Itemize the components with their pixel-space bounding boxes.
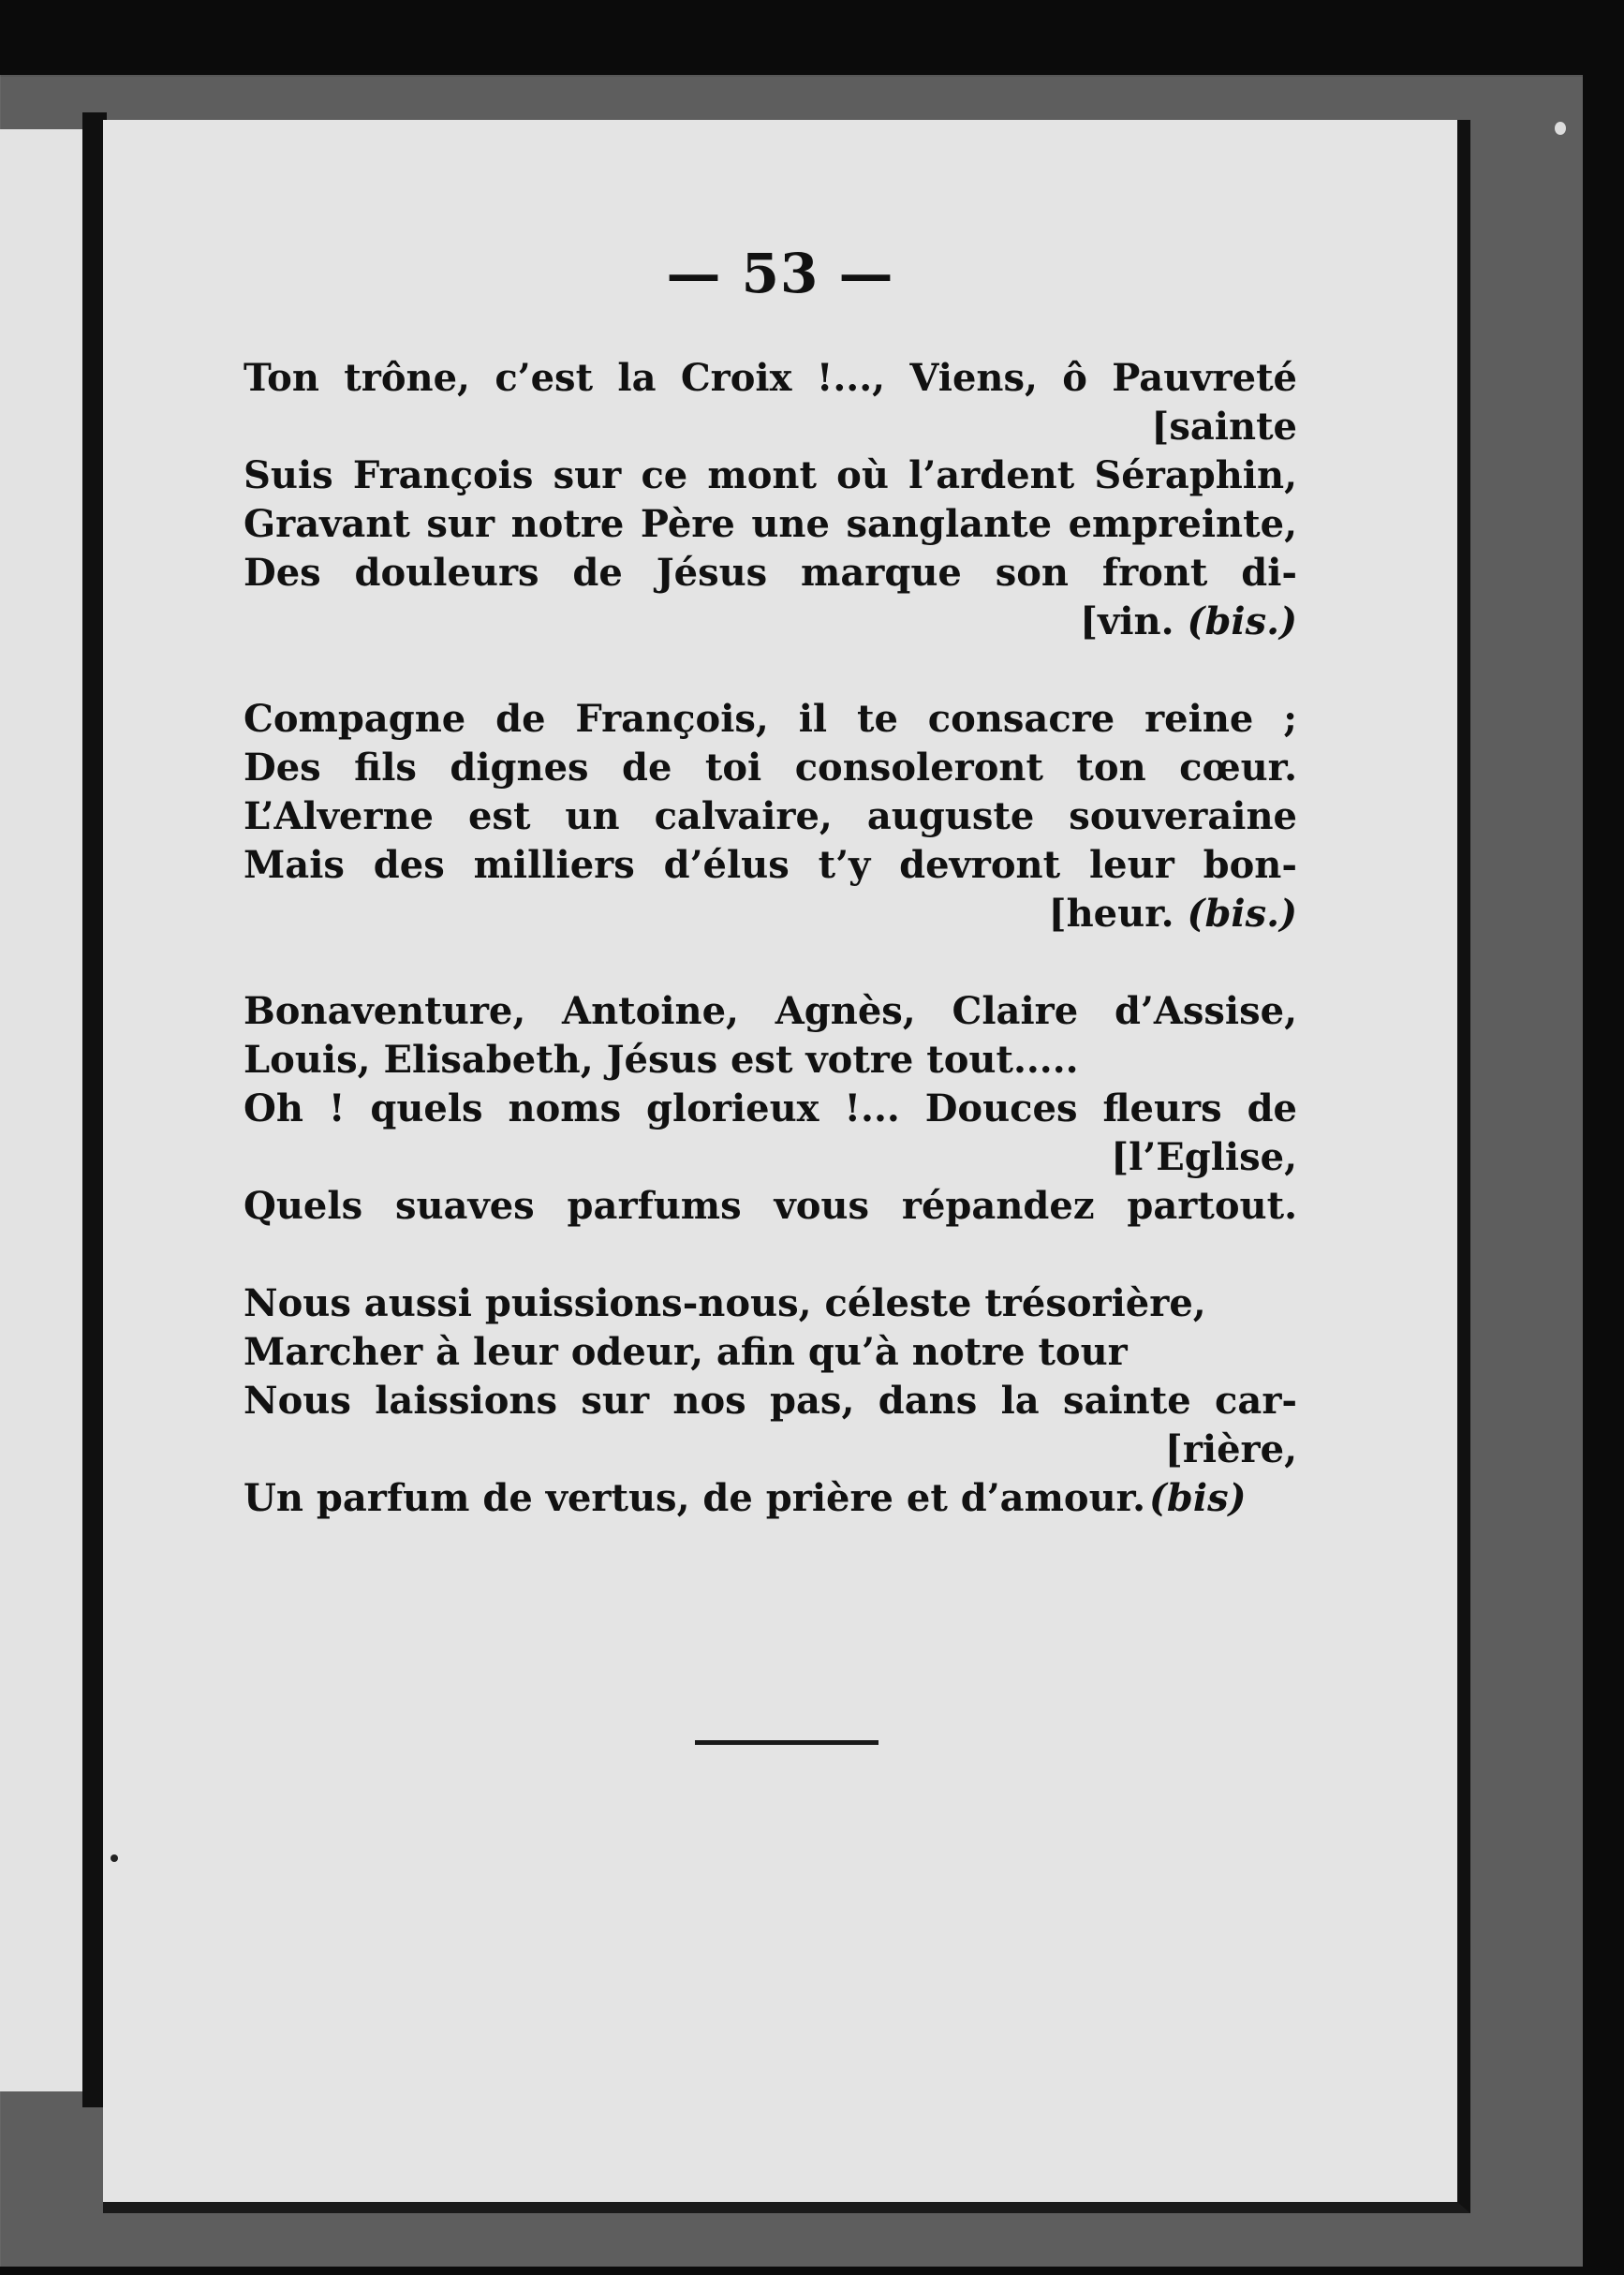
poem-text	[244, 354, 1297, 1572]
end-rule	[695, 1740, 878, 1745]
continuation-text: [vin.	[1080, 599, 1174, 643]
verse-line: Mais des milliers d’élus t’y devront leur bon-	[244, 843, 1297, 887]
verse-line: Nous laissions sur nos pas, dans la sainte car-	[244, 1379, 1297, 1423]
verse-line: Ton trône, c’est la Croix !..., Viens, ô Pauvreté	[244, 356, 1297, 400]
verse-line-continuation	[244, 890, 1297, 938]
verse-line: Compagne de François, il te consacre reine ;	[244, 697, 1297, 741]
repeat-marker: (bis.)	[1187, 892, 1297, 936]
repeat-marker: (bis.)	[1187, 599, 1297, 643]
verse-line-continuation	[244, 598, 1297, 646]
verse-line: Des douleurs de Jésus marque son front di-	[244, 551, 1297, 595]
continuation-text: [heur.	[1048, 892, 1174, 936]
verse-line: Louis, Elisabeth, Jésus est votre tout.....	[244, 1038, 1079, 1082]
verse-line: Oh ! quels noms glorieux !... Douces fleurs de	[244, 1086, 1297, 1130]
verse-line-continuation: [rière,	[1164, 1427, 1297, 1471]
verse-line-continuation: [l’Eglise,	[1111, 1135, 1297, 1179]
book-page	[103, 120, 1470, 2213]
verse-line: Gravant sur notre Père une sanglante empreinte,	[244, 502, 1297, 546]
stanza-3	[244, 987, 1297, 1231]
verse-line	[244, 1474, 1297, 1523]
stanza-4	[244, 1279, 1297, 1523]
verse-line: Nous aussi puissions-nous, céleste trésorière,	[244, 1281, 1206, 1325]
previous-page-edge	[0, 129, 86, 2091]
verse-line-continuation: [sainte	[1151, 405, 1297, 449]
verse-line: Des fils dignes de toi consoleront ton cœur.	[244, 746, 1297, 790]
repeat-marker: (bis)	[1149, 1476, 1247, 1520]
stanza-2	[244, 695, 1297, 938]
verse-line: Marcher à leur odeur, afin qu’à notre tour	[244, 1330, 1128, 1374]
verse-line: Quels suaves parfums vous répandez partout.	[244, 1184, 1297, 1228]
verse-line: Suis François sur ce mont où l’ardent Séraphin,	[244, 453, 1297, 497]
verse-text: Un parfum de vertus, de prière et d’amour.	[244, 1476, 1145, 1520]
scan-speck	[111, 1854, 118, 1862]
scan-speck	[1555, 122, 1566, 135]
stanza-1	[244, 354, 1297, 646]
verse-line: Bonaventure, Antoine, Agnès, Claire d’Assise,	[244, 989, 1297, 1033]
page-number: — 53 —	[666, 242, 894, 305]
verse-line: L’Alverne est un calvaire, auguste souveraine	[244, 794, 1297, 838]
